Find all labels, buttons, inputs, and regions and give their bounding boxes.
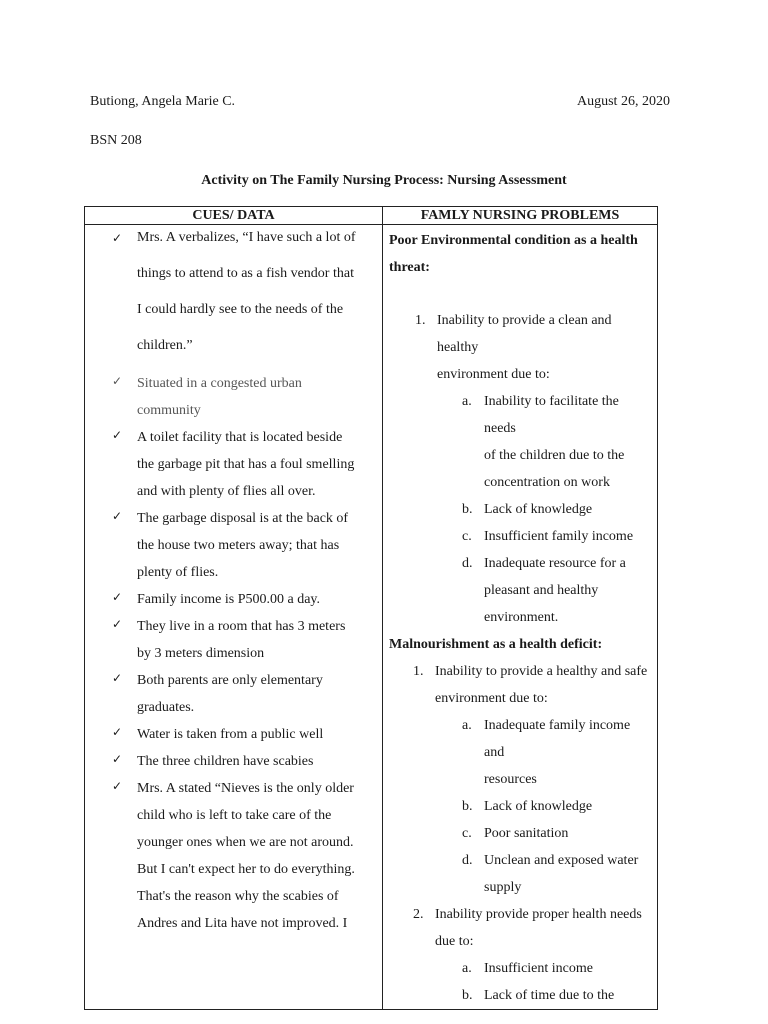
cue-line: Mrs. A verbalizes, “I have such a lot of xyxy=(137,230,356,245)
page-title: Activity on The Family Nursing Process: Nursing Assessment xyxy=(201,173,567,188)
cue-line: That's the reason why the scabies of xyxy=(137,889,339,904)
cue-item xyxy=(85,775,382,937)
sub-letter: b. xyxy=(462,799,473,814)
numbered-item xyxy=(389,658,653,712)
cue-line: Water is taken from a public well xyxy=(137,727,324,742)
problem-section-environment xyxy=(383,227,657,631)
cue-line: child who is left to take care of the xyxy=(137,808,332,823)
cue-line: Both parents are only elementary xyxy=(137,673,323,688)
cue-line: Andres and Lita have not improved. I xyxy=(137,916,348,931)
sub-line: Inadequate family income and xyxy=(484,718,631,760)
checkmark-icon: ✓ xyxy=(112,779,123,793)
item-number: 1. xyxy=(413,664,424,679)
checkmark-icon: ✓ xyxy=(112,374,123,388)
cue-item xyxy=(85,586,382,613)
checkmark-icon: ✓ xyxy=(112,671,123,685)
checkmark-icon: ✓ xyxy=(112,231,123,245)
cue-line: the garbage pit that has a foul smelling xyxy=(137,457,355,472)
cue-line: by 3 meters dimension xyxy=(137,646,265,661)
sub-item xyxy=(389,847,653,901)
sub-letter: a. xyxy=(462,394,472,409)
sub-line: resources xyxy=(484,772,537,787)
item-line: Inability to provide a clean and healthy xyxy=(437,313,612,355)
document-date: August 26, 2020 xyxy=(577,94,670,109)
cue-item xyxy=(85,748,382,775)
item-line: Inability provide proper health needs xyxy=(435,907,642,922)
student-name: Butiong, Angela Marie C. xyxy=(90,94,236,109)
cue-line: A toilet facility that is located beside xyxy=(137,430,343,445)
cue-item xyxy=(85,225,382,365)
cue-line: The garbage disposal is at the back of xyxy=(137,511,349,526)
sub-line: Lack of knowledge xyxy=(484,799,593,814)
course-code: BSN 208 xyxy=(90,133,142,148)
problem-title: Malnourishment as a health deficit: xyxy=(389,637,603,652)
sub-item xyxy=(389,550,653,631)
sub-item xyxy=(389,712,653,793)
checkmark-icon: ✓ xyxy=(112,428,123,442)
cue-line: younger ones when we are not around. xyxy=(137,835,354,850)
problems-column-header: FAMLY NURSING PROBLEMS xyxy=(383,207,658,225)
cue-line: the house two meters away; that has xyxy=(137,538,340,553)
numbered-item xyxy=(389,901,653,955)
sub-line: Unclean and exposed water xyxy=(484,853,639,868)
sub-item xyxy=(389,793,653,820)
sub-line: Inability to facilitate the needs xyxy=(484,394,619,436)
sub-item xyxy=(389,955,653,982)
problem-title: Poor Environmental condition as a health xyxy=(389,233,638,248)
sub-line: Poor sanitation xyxy=(484,826,569,841)
sub-letter: d. xyxy=(462,853,473,868)
sub-letter: d. xyxy=(462,556,473,571)
cue-line: Mrs. A stated “Nieves is the only older xyxy=(137,781,354,796)
cue-line: I could hardly see to the needs of the xyxy=(137,302,344,317)
item-number: 2. xyxy=(413,907,424,922)
cues-list xyxy=(85,225,382,938)
item-line: environment due to: xyxy=(437,367,550,382)
item-line: environment due to: xyxy=(435,691,548,706)
cue-line: plenty of flies. xyxy=(137,565,219,580)
sub-line: concentration on work xyxy=(484,475,610,490)
problems-cell xyxy=(383,225,658,1010)
sub-line: of the children due to the xyxy=(484,448,625,463)
sub-item xyxy=(389,388,653,496)
sub-letter: b. xyxy=(462,988,473,1003)
cue-line: The three children have scabies xyxy=(137,754,314,769)
problem-title: threat: xyxy=(389,260,430,275)
checkmark-icon: ✓ xyxy=(112,509,123,523)
sub-item xyxy=(389,820,653,847)
item-line: Inability to provide a healthy and safe xyxy=(435,664,648,679)
checkmark-icon: ✓ xyxy=(112,725,123,739)
sub-line: Lack of time due to the xyxy=(484,988,615,1003)
sub-item xyxy=(389,982,653,1009)
cue-item xyxy=(85,721,382,748)
cue-item xyxy=(85,613,382,667)
sub-letter: c. xyxy=(462,826,472,841)
sub-line: Inadequate resource for a xyxy=(484,556,626,571)
item-number: 1. xyxy=(415,313,426,328)
sub-item xyxy=(389,496,653,523)
cue-line: community xyxy=(137,403,201,418)
sub-letter: c. xyxy=(462,529,472,544)
sub-line: Insufficient family income xyxy=(484,529,634,544)
sub-letter: b. xyxy=(462,502,473,517)
cue-line: graduates. xyxy=(137,700,195,715)
sub-line: pleasant and healthy xyxy=(484,583,599,598)
cue-line: But I can't expect her to do everything. xyxy=(137,862,355,877)
cues-cell xyxy=(85,225,383,1010)
problem-section-malnourishment xyxy=(383,631,657,1009)
checkmark-icon: ✓ xyxy=(112,590,123,604)
cue-line: and with plenty of flies all over. xyxy=(137,484,316,499)
cue-item xyxy=(85,424,382,505)
cue-line: things to attend to as a fish vendor that xyxy=(137,266,354,281)
sub-line: environment. xyxy=(484,610,559,625)
checkmark-icon: ✓ xyxy=(112,617,123,631)
cue-item xyxy=(85,370,382,424)
sub-item xyxy=(389,523,653,550)
item-line: due to: xyxy=(435,934,474,949)
sub-line: supply xyxy=(484,880,522,895)
cue-line: They live in a room that has 3 meters xyxy=(137,619,346,634)
numbered-item xyxy=(389,307,653,388)
cues-column-header: CUES/ DATA xyxy=(85,207,383,225)
sub-line: Insufficient income xyxy=(484,961,593,976)
cue-item xyxy=(85,505,382,586)
sub-line: Lack of knowledge xyxy=(484,502,593,517)
checkmark-icon: ✓ xyxy=(112,752,123,766)
cue-item xyxy=(85,667,382,721)
cue-line: Family income is P500.00 a day. xyxy=(137,592,321,607)
cue-line: children.” xyxy=(137,338,193,353)
sub-letter: a. xyxy=(462,961,472,976)
cue-line: Situated in a congested urban xyxy=(137,376,302,391)
assessment-table xyxy=(84,206,658,1010)
sub-letter: a. xyxy=(462,718,472,733)
